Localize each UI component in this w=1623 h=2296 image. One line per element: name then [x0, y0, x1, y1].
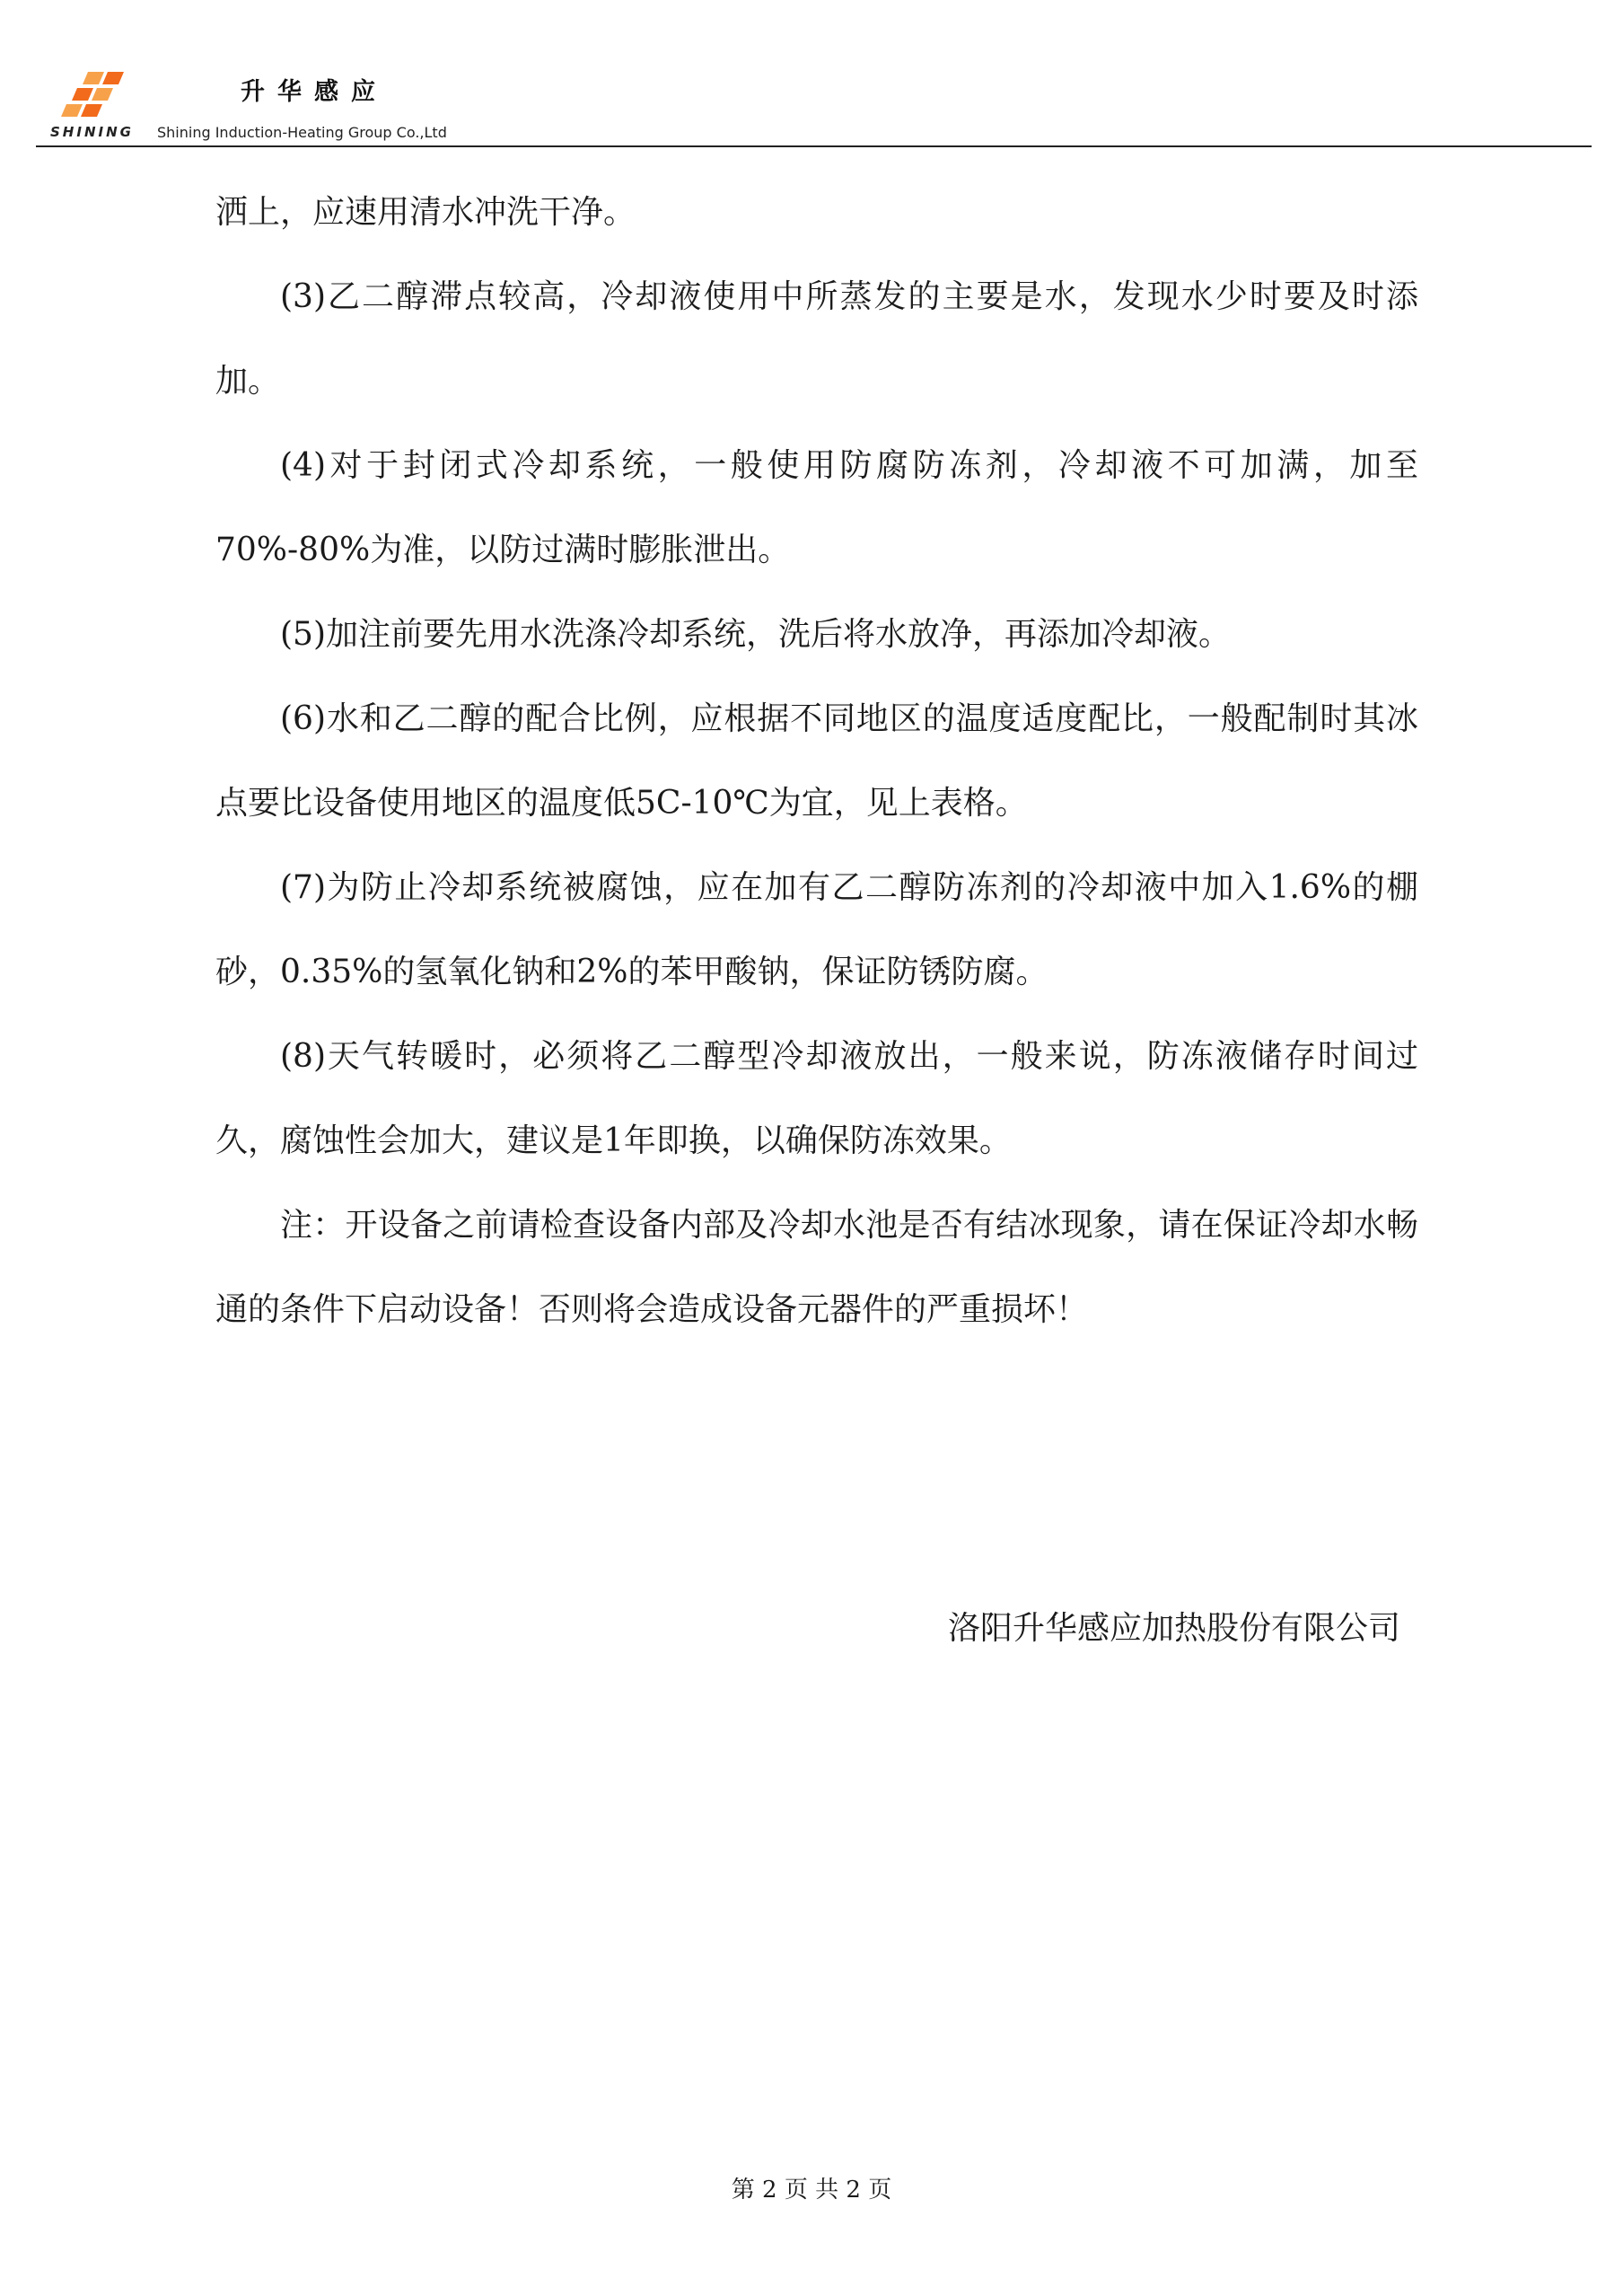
paragraph-item-5: (5)加注前要先用水洗涤冷却系统，洗后将水放净，再添加冷却液。: [280, 616, 1231, 653]
page-number: 第 2 页 共 2 页: [731, 2177, 892, 2204]
paragraph-note: 注：开设备之前请检查设备内部及冷却水池是否有结冰现象，请在保证冷却水畅通的条件下启动设备！否则将会造成设备元器件的严重损坏！: [215, 1207, 1418, 1328]
company-signature: 洛阳升华感应加热股份有限公司: [947, 1610, 1400, 1647]
page-header: [0, 0, 1623, 153]
paragraph-item-4: (4)对于封闭式冷却系统，一般使用防腐防冻剂，冷却液不可加满，加至70%-80%为准，以防过满时膨胀泄出。: [215, 447, 1418, 568]
paragraph-item-8: (8)天气转暖时，必须将乙二醇型冷却液放出，一般来说，防冻液储存时间过久，腐蚀性会加大，建议是1年即换，以确保防冻效果。: [215, 1038, 1418, 1159]
logo-wordmark: SHINING: [50, 124, 134, 140]
document-body: [215, 171, 1418, 1352]
company-name-en: Shining Induction-Heating Group Co.,Ltd: [157, 124, 447, 141]
paragraph-continuation: 洒上，应速用清水冲洗干净。: [215, 194, 636, 231]
paragraph-item-6: (6)水和乙二醇的配合比例，应根据不同地区的温度适度配比，一般配制时其冰点要比设备使用地区的温度低5C-10℃为宜，见上表格。: [215, 700, 1418, 822]
company-name-cn: 升华感应: [241, 78, 388, 106]
header-divider: [36, 145, 1592, 147]
paragraph-item-7: (7)为防止冷却系统被腐蚀，应在加有乙二醇防冻剂的冷却液中加入1.6%的棚砂，0.35%的氢氧化钠和2%的苯甲酸钠，保证防锈防腐。: [215, 869, 1418, 990]
paragraph-item-3: (3)乙二醇滞点较高，冷却液使用中所蒸发的主要是水，发现水少时要及时添加。: [215, 278, 1418, 400]
